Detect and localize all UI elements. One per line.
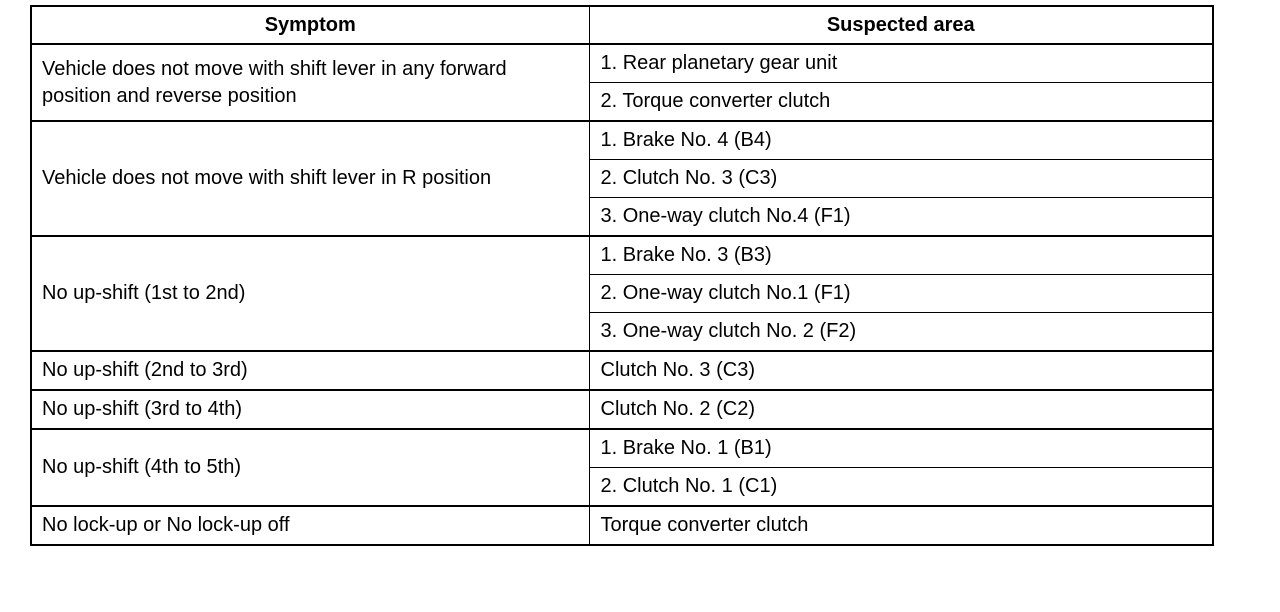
diagnosis-table-container (30, 5, 1212, 546)
suspected-area-cell: 3. One-way clutch No. 2 (F2) (589, 313, 1213, 352)
symptom-header: Symptom (31, 6, 589, 44)
table-row (31, 44, 1213, 83)
symptom-table (30, 5, 1214, 546)
symptom-cell: No up-shift (3rd to 4th) (31, 390, 589, 429)
symptom-cell: No up-shift (2nd to 3rd) (31, 351, 589, 390)
table-row (31, 390, 1213, 429)
symptom-cell: No up-shift (4th to 5th) (31, 429, 589, 506)
suspected-area-cell: 1. Brake No. 3 (B3) (589, 236, 1213, 275)
suspected-area-cell: 2. Clutch No. 1 (C1) (589, 468, 1213, 507)
suspected-area-header: Suspected area (589, 6, 1213, 44)
suspected-area-cell: 1. Brake No. 4 (B4) (589, 121, 1213, 160)
table-row (31, 506, 1213, 545)
symptom-cell: No up-shift (1st to 2nd) (31, 236, 589, 351)
table-header-row (31, 6, 1213, 44)
suspected-area-cell: Clutch No. 2 (C2) (589, 390, 1213, 429)
symptom-cell: No lock-up or No lock-up off (31, 506, 589, 545)
table-row (31, 429, 1213, 468)
suspected-area-cell: 2. Torque converter clutch (589, 83, 1213, 122)
symptom-cell: Vehicle does not move with shift lever in any forward position and reverse position (31, 44, 589, 121)
suspected-area-cell: 2. One-way clutch No.1 (F1) (589, 275, 1213, 313)
suspected-area-cell: 1. Rear planetary gear unit (589, 44, 1213, 83)
suspected-area-cell: Clutch No. 3 (C3) (589, 351, 1213, 390)
suspected-area-cell: Torque converter clutch (589, 506, 1213, 545)
table-row (31, 351, 1213, 390)
symptom-cell: Vehicle does not move with shift lever in R position (31, 121, 589, 236)
suspected-area-cell: 1. Brake No. 1 (B1) (589, 429, 1213, 468)
suspected-area-cell: 3. One-way clutch No.4 (F1) (589, 198, 1213, 237)
table-row (31, 121, 1213, 160)
suspected-area-cell: 2. Clutch No. 3 (C3) (589, 160, 1213, 198)
table-row (31, 236, 1213, 275)
